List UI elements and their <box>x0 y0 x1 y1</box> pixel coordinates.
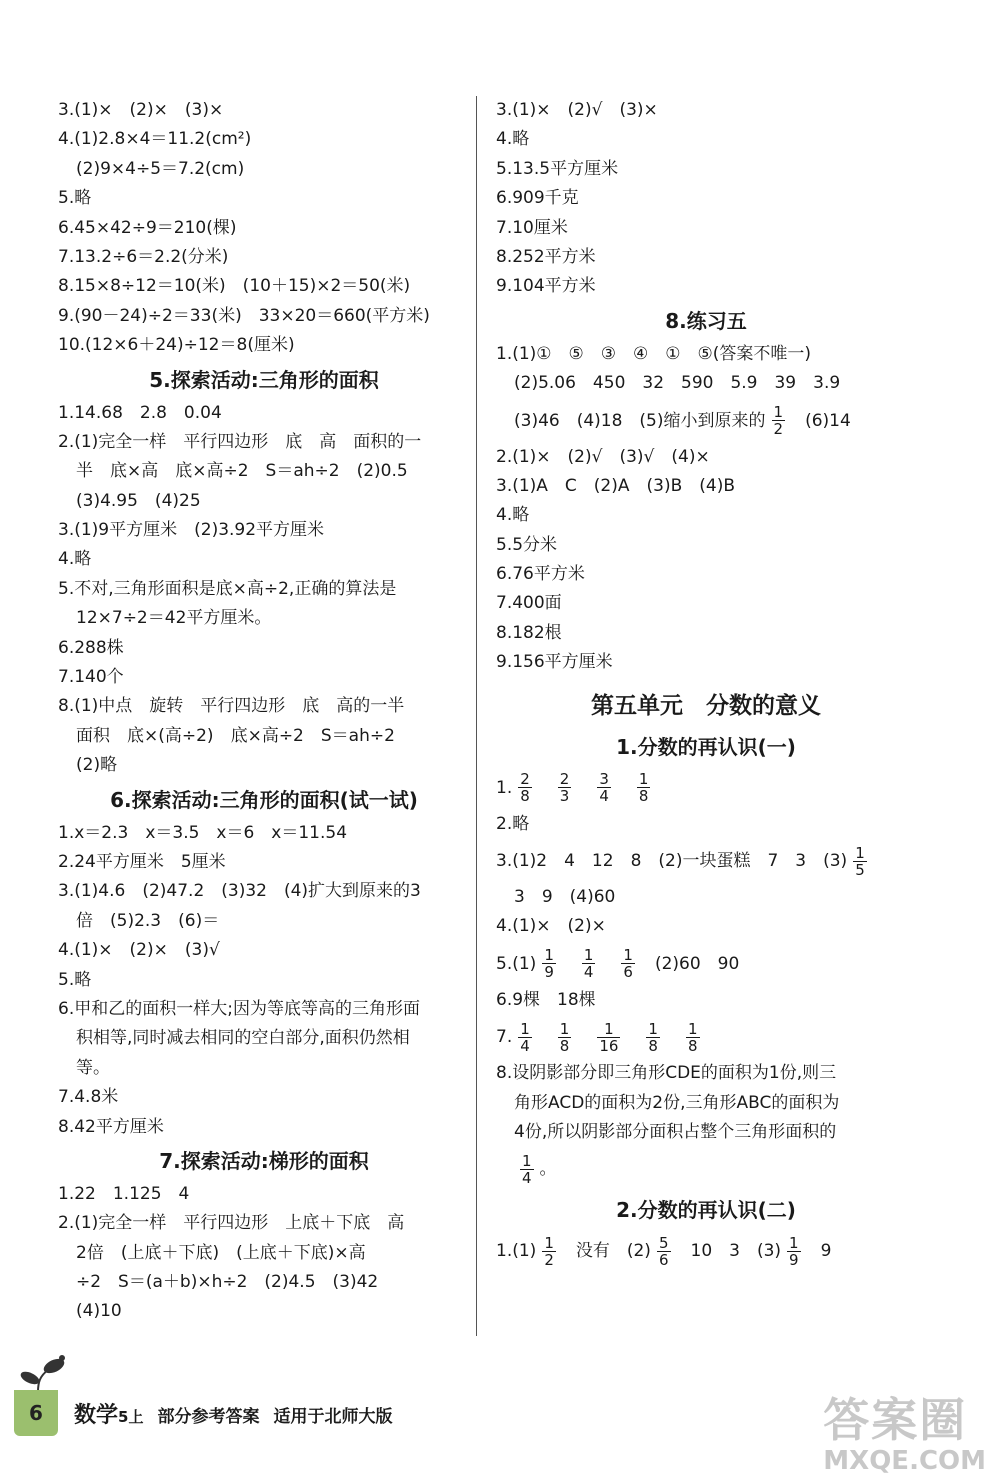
answer-line: (2)9×4÷5＝7.2(cm) <box>76 158 245 179</box>
answers-block-7 <box>58 1180 470 1327</box>
answer-line: 9.(90－24)÷2＝33(米) 33×20＝660(平方米) <box>58 305 430 326</box>
answer-line: 9.104平方米 <box>496 276 596 297</box>
text: 5.(1) <box>496 953 537 974</box>
answer-line: 7.10厘米 <box>496 217 568 238</box>
answer-line: 10.(12×6＋24)÷12＝8(厘米) <box>58 335 295 356</box>
fraction <box>597 771 611 804</box>
answer-line: 4.略 <box>58 549 92 570</box>
denominator: 8 <box>520 787 530 806</box>
answer-line: 2倍 (上底＋下底) (上底＋下底)×高 <box>76 1242 366 1263</box>
answer-line: 4.(1)× (2)× (3)√ <box>58 940 220 961</box>
denominator: 4 <box>583 963 594 982</box>
answer-line: 4.略 <box>496 129 530 150</box>
answer-line: 6.9棵 18棵 <box>496 989 596 1010</box>
answer-line: (4)10 <box>76 1301 122 1322</box>
text: 1. <box>496 777 513 798</box>
answer-line: 8.252平方米 <box>496 246 596 267</box>
answer-line-with-fraction <box>496 1229 916 1273</box>
answer-line: 3.(1)4.6 (2)47.2 (3)32 (4)扩大到原来的3 <box>58 881 421 902</box>
text: 。 <box>539 1159 557 1180</box>
answer-line: 2.(1)完全一样 平行四边形 上底＋下底 高 <box>58 1213 405 1234</box>
numerator: 1 <box>522 1151 532 1170</box>
numerator: 3 <box>599 770 609 789</box>
answer-line-with-fraction <box>496 839 916 883</box>
sprout-icon <box>18 1354 68 1394</box>
answer-line: 5.略 <box>58 969 92 990</box>
fraction <box>657 1235 671 1268</box>
page-footer <box>14 1376 514 1436</box>
section-title-8: 8.练习五 <box>665 308 747 333</box>
answer-line: (2)5.06 450 32 590 5.9 39 3.9 <box>514 373 841 394</box>
denominator: 4 <box>522 1168 532 1187</box>
denominator: 2 <box>773 420 784 439</box>
answer-line: 6.45×42÷9＝210(棵) <box>58 217 237 238</box>
numerator: 2 <box>520 770 530 789</box>
denominator: 6 <box>623 963 633 982</box>
subject: 数学 <box>74 1403 119 1428</box>
answer-line: 5.不对,三角形面积是底×高÷2,正确的算法是 <box>58 578 397 599</box>
text: 3.(1)2 4 12 8 (2)一块蛋糕 7 3 (3) <box>496 851 848 872</box>
right-column <box>496 96 916 1273</box>
answer-line: 积相等,同时减去相同的空白部分,面积仍然相 <box>76 1028 410 1049</box>
answer-line: 7.13.2÷6＝2.2(分米) <box>58 246 229 267</box>
fraction <box>558 771 572 804</box>
fraction <box>853 845 867 878</box>
denominator: 9 <box>789 1250 799 1269</box>
text: (2)60 90 <box>654 953 740 974</box>
section-title-5-2: 2.分数的再认识(二) <box>616 1198 796 1223</box>
answers-block-8 <box>496 340 916 678</box>
answer-line: 7.4.8米 <box>58 1087 119 1108</box>
numerator: 2 <box>559 770 570 789</box>
answer-line-with-fraction <box>496 1147 916 1191</box>
denominator: 4 <box>599 787 609 806</box>
watermark-line-2: MXQE.COM <box>823 1446 986 1476</box>
answer-line-with-fraction <box>496 942 916 986</box>
answer-line: 8.15×8÷12＝10(米) (10＋15)×2＝50(米) <box>58 276 411 297</box>
answers-block-5-2 <box>496 1229 916 1273</box>
numerator: 1 <box>855 843 865 862</box>
answer-line: 7.140个 <box>58 667 124 688</box>
footer-caption <box>74 1398 392 1429</box>
answer-line: 8.(1)中点 旋转 平行四边形 底 高的一半 <box>58 696 405 717</box>
page-number: 6 <box>14 1390 58 1436</box>
answer-line: 3.(1)9平方厘米 (2)3.92平方厘米 <box>58 520 325 541</box>
unit-title: 第五单元 分数的意义 <box>591 692 821 719</box>
numerator: 1 <box>687 1019 698 1038</box>
answer-line: 6.甲和乙的面积一样大;因为等底等高的三角形面 <box>58 998 420 1019</box>
denominator: 9 <box>544 963 554 982</box>
fraction <box>597 1021 620 1054</box>
grade: 5上 <box>118 1408 144 1426</box>
answer-line: 3.(1)A C (2)A (3)B (4)B <box>496 475 735 496</box>
fraction <box>542 947 556 980</box>
answer-line: 4.(1)× (2)× <box>496 916 606 937</box>
answer-line: ÷2 S＝(a＋b)×h÷2 (2)4.5 (3)42 <box>76 1272 379 1293</box>
numerator: 1 <box>583 946 594 965</box>
denominator: 5 <box>855 860 865 879</box>
answer-line: 1.x＝2.3 x＝3.5 x＝6 x＝11.54 <box>58 822 348 843</box>
answer-line: 8.42平方厘米 <box>58 1116 164 1137</box>
numerator: 5 <box>658 1233 669 1252</box>
numerator: 1 <box>604 1019 614 1038</box>
fraction <box>582 947 596 980</box>
denominator: 4 <box>520 1036 530 1055</box>
answers-block-r1 <box>496 96 916 302</box>
answers-block-5-1 <box>496 766 916 1192</box>
fraction <box>520 1153 534 1186</box>
fraction <box>637 771 651 804</box>
answer-line: 角形ACD的面积为2份,三角形ABC的面积为 <box>514 1092 840 1113</box>
numerator: 1 <box>559 1019 570 1038</box>
answer-line: 倍 (5)2.3 (6)＝ <box>76 910 220 931</box>
answer-line: 2.略 <box>496 813 530 834</box>
answer-line: 5.略 <box>58 188 92 209</box>
answers-block-6 <box>58 819 470 1142</box>
answer-line: 4份,所以阴影部分面积占整个三角形面积的 <box>514 1121 837 1142</box>
answer-line: 1.(1)① ⑤ ③ ④ ① ⑤(答案不唯一) <box>496 343 812 364</box>
answer-line: 6.76平方米 <box>496 564 585 585</box>
denominator: 6 <box>658 1250 669 1269</box>
text: (3)46 (4)18 (5)缩小到原来的 <box>514 410 766 431</box>
fraction <box>518 1021 532 1054</box>
answer-line: (2)略 <box>76 755 118 776</box>
watermark <box>823 1384 986 1476</box>
text: (6)14 <box>805 410 851 431</box>
answer-line: 1.14.68 2.8 0.04 <box>58 402 222 423</box>
answer-line: 5.13.5平方厘米 <box>496 158 619 179</box>
fraction <box>787 1235 801 1268</box>
answer-line: 3.(1)× (2)√ (3)× <box>496 100 658 120</box>
section-title-5: 5.探索活动:三角形的面积 <box>149 367 379 392</box>
answer-line: 8.设阴影部分即三角形CDE的面积为1份,则三 <box>496 1063 837 1084</box>
answer-line-with-fraction <box>496 1015 916 1059</box>
text: 9 <box>820 1241 832 1262</box>
numerator: 1 <box>544 946 554 965</box>
answer-line: 等。 <box>76 1057 110 1078</box>
numerator: 1 <box>648 1019 658 1038</box>
numerator: 1 <box>638 770 649 789</box>
denominator: 8 <box>687 1036 698 1055</box>
fraction <box>518 771 532 804</box>
numerator: 1 <box>544 1233 554 1252</box>
watermark-line-1: 答案圈 <box>823 1393 968 1447</box>
text: 10 3 (3) <box>690 1241 782 1262</box>
answer-line: 2.(1)完全一样 平行四边形 底 高 面积的一 <box>58 431 422 452</box>
denominator: 3 <box>559 787 570 806</box>
answer-line: (3)4.95 (4)25 <box>76 490 201 511</box>
footer-text-1: 部分参考答案 <box>157 1407 260 1427</box>
answer-line: 4.(1)2.8×4＝11.2(cm²) <box>58 129 252 150</box>
answer-line-with-fraction <box>496 766 916 810</box>
section-title-5-1: 1.分数的再认识(一) <box>616 734 796 759</box>
answer-line: 1.22 1.125 4 <box>58 1183 190 1204</box>
fraction <box>646 1021 660 1054</box>
answers-block-5 <box>58 399 470 781</box>
answer-line: 8.182根 <box>496 622 562 643</box>
footer-text-2: 适用于北师大版 <box>273 1407 393 1427</box>
fraction <box>542 1235 556 1268</box>
fraction <box>621 947 635 980</box>
answer-line: 9.156平方厘米 <box>496 652 613 673</box>
answer-line: 半 底×高 底×高÷2 S＝ah÷2 (2)0.5 <box>76 461 408 482</box>
answers-block-4 <box>58 96 470 361</box>
section-title-7: 7.探索活动:梯形的面积 <box>159 1148 369 1173</box>
answer-line: 面积 底×(高÷2) 底×高÷2 S＝ah÷2 <box>76 725 395 746</box>
answer-line-with-fraction <box>496 399 916 443</box>
answer-line: 7.400面 <box>496 593 562 614</box>
denominator: 16 <box>599 1036 619 1055</box>
answer-line: 12×7÷2＝42平方厘米。 <box>76 608 272 629</box>
answer-line: 4.略 <box>496 505 530 526</box>
text: 1.(1) <box>496 1241 537 1262</box>
numerator: 1 <box>773 403 784 422</box>
denominator: 8 <box>648 1036 658 1055</box>
fraction <box>686 1021 700 1054</box>
text: 没有 (2) <box>575 1241 651 1262</box>
answer-line: 6.288株 <box>58 637 124 658</box>
numerator: 1 <box>789 1233 799 1252</box>
answer-line: 3.(1)× (2)× (3)× <box>58 100 224 120</box>
answer-line: 2.(1)× (2)√ (3)√ (4)× <box>496 446 710 467</box>
numerator: 1 <box>623 946 633 965</box>
denominator: 8 <box>559 1036 570 1055</box>
denominator: 2 <box>544 1250 554 1269</box>
answer-line: 6.909千克 <box>496 188 579 209</box>
answer-line: 2.24平方厘米 5厘米 <box>58 851 226 872</box>
fraction <box>772 404 786 437</box>
column-divider <box>476 96 477 1336</box>
left-column <box>58 96 470 1327</box>
answer-line: 5.5分米 <box>496 534 558 555</box>
numerator: 1 <box>520 1019 530 1038</box>
section-title-6: 6.探索活动:三角形的面积(试一试) <box>110 787 418 812</box>
fraction <box>558 1021 572 1054</box>
denominator: 8 <box>638 787 649 806</box>
answer-line: 3 9 (4)60 <box>514 887 616 908</box>
text: 7. <box>496 1027 513 1048</box>
